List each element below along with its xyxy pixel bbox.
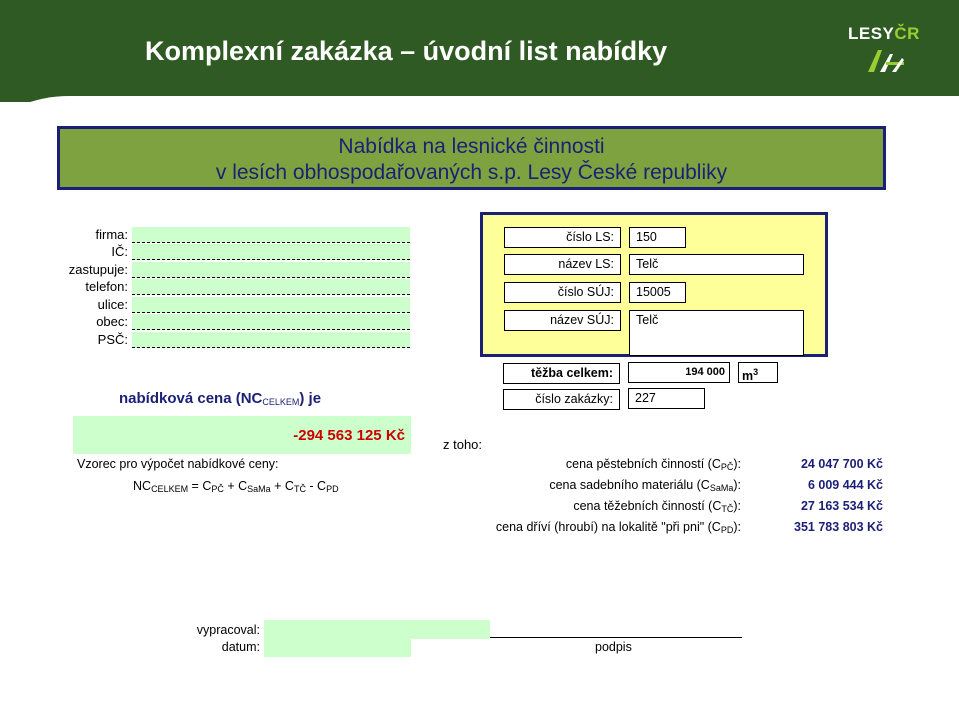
tezba-unit-exp: 3 bbox=[753, 367, 759, 377]
breakdown-row-value: 27 163 534 Kč bbox=[800, 499, 883, 513]
vypracoval-label: vypracoval: bbox=[196, 623, 260, 637]
logo-text bbox=[848, 24, 920, 44]
zastupuje-label: zastupuje: bbox=[68, 262, 128, 277]
row-1-sub: SaMa bbox=[709, 483, 734, 493]
zakazka-value[interactable]: 227 bbox=[628, 388, 705, 409]
page-title: Komplexní zakázka – úvodní list nabídky bbox=[145, 36, 668, 66]
datum-label: datum: bbox=[221, 640, 260, 654]
nazev-ls-label: název LS: bbox=[504, 254, 621, 275]
tree-logo-icon bbox=[866, 48, 906, 74]
breakdown-row-value: 24 047 700 Kč bbox=[800, 457, 883, 471]
logo-text-part2: ČR bbox=[894, 24, 920, 43]
zakazka-label: číslo zakázky: bbox=[503, 389, 620, 410]
row-0-sub: PČ bbox=[720, 462, 734, 472]
formula-nc: NC bbox=[133, 479, 152, 493]
firma-label: firma: bbox=[95, 227, 128, 242]
podpis-label: podpis bbox=[595, 640, 632, 654]
ico-label: IČ: bbox=[111, 244, 128, 259]
ulice-field[interactable] bbox=[132, 297, 410, 313]
formula-p1: + C bbox=[223, 479, 248, 493]
obec-label: obec: bbox=[96, 314, 128, 329]
cislo-ls-label: číslo LS: bbox=[504, 227, 621, 248]
formula-s4: PD bbox=[326, 484, 339, 494]
breakdown-row-value: 351 783 803 Kč bbox=[794, 520, 883, 534]
row-2-pre: cena těžebních činností (C bbox=[573, 499, 722, 513]
formula-s1: PČ bbox=[211, 484, 224, 494]
row-0-post: ): bbox=[733, 457, 741, 471]
cislo-suj-label: číslo SÚJ: bbox=[504, 282, 621, 303]
ico-field[interactable] bbox=[132, 244, 410, 260]
formula-p3: - C bbox=[305, 479, 327, 493]
tezba-unit-base: m bbox=[742, 369, 754, 383]
price-box bbox=[73, 416, 411, 454]
formula-p2: + C bbox=[270, 479, 294, 493]
telefon-label: telefon: bbox=[85, 279, 128, 294]
formula-caption: Vzorec pro výpočet nabídkové ceny: bbox=[77, 457, 279, 471]
row-0-pre: cena pěstebních činností (C bbox=[565, 457, 721, 471]
formula-eq: = C bbox=[188, 479, 212, 493]
signature-line bbox=[490, 637, 742, 638]
psc-field[interactable] bbox=[132, 332, 410, 348]
tezba-value[interactable]: 194 000 bbox=[628, 362, 730, 383]
logo-text-part1: LESY bbox=[848, 24, 895, 43]
vypracoval-field[interactable] bbox=[264, 620, 490, 639]
formula-s3: TČ bbox=[293, 484, 306, 494]
row-2-sub: TČ bbox=[721, 504, 734, 514]
offer-banner bbox=[57, 126, 886, 190]
zastupuje-field[interactable] bbox=[132, 262, 410, 278]
row-1-pre: cena sadebního materiálu (C bbox=[549, 478, 710, 492]
breakdown-row-label bbox=[566, 457, 741, 472]
cislo-suj-value[interactable]: 15005 bbox=[629, 282, 686, 303]
row-2-post: ): bbox=[733, 499, 741, 513]
forest-unit-box bbox=[480, 212, 828, 357]
row-3-sub: PD bbox=[720, 525, 734, 535]
breakdown-row-value: 6 009 444 Kč bbox=[807, 478, 883, 492]
total-price-value: -294 563 125 Kč bbox=[293, 427, 405, 444]
datum-field[interactable] bbox=[264, 638, 411, 657]
breakdown-title: z toho: bbox=[443, 437, 483, 452]
price-label-post: ) je bbox=[299, 390, 322, 407]
tezba-label: těžba celkem: bbox=[503, 363, 620, 384]
obec-field[interactable] bbox=[132, 314, 410, 330]
tezba-unit bbox=[738, 362, 778, 383]
banner-line-1: Nabídka na lesnické činnosti bbox=[338, 135, 605, 158]
price-label bbox=[119, 390, 321, 407]
nazev-ls-value[interactable]: Telč bbox=[629, 254, 804, 275]
telefon-field[interactable] bbox=[132, 279, 410, 295]
ulice-label: ulice: bbox=[97, 297, 128, 312]
firma-field[interactable] bbox=[132, 227, 410, 243]
formula-s2: SaMa bbox=[247, 484, 271, 494]
breakdown-row-label bbox=[496, 520, 741, 535]
price-formula bbox=[133, 479, 339, 494]
breakdown-row-label bbox=[549, 478, 741, 493]
breakdown-row-label bbox=[573, 499, 741, 514]
row-3-pre: cena dříví (hroubí) na lokalitě "při pni" (C bbox=[495, 520, 721, 534]
lesy-cr-logo bbox=[848, 24, 928, 78]
price-label-pre: nabídková cena (NC bbox=[119, 390, 263, 407]
formula-nc-sub: CELKEM bbox=[151, 484, 189, 494]
nazev-suj-value[interactable]: Telč bbox=[629, 310, 804, 356]
banner-line-2: v lesích obhospodařovaných s.p. Lesy České republiky bbox=[215, 161, 728, 184]
row-1-post: ): bbox=[733, 478, 741, 492]
cislo-ls-value[interactable]: 150 bbox=[629, 227, 686, 248]
psc-label: PSČ: bbox=[97, 332, 128, 347]
price-label-sub: CELKEM bbox=[262, 397, 300, 407]
row-3-post: ): bbox=[733, 520, 741, 534]
company-form bbox=[0, 227, 415, 352]
nazev-suj-label: název SÚJ: bbox=[504, 310, 621, 331]
